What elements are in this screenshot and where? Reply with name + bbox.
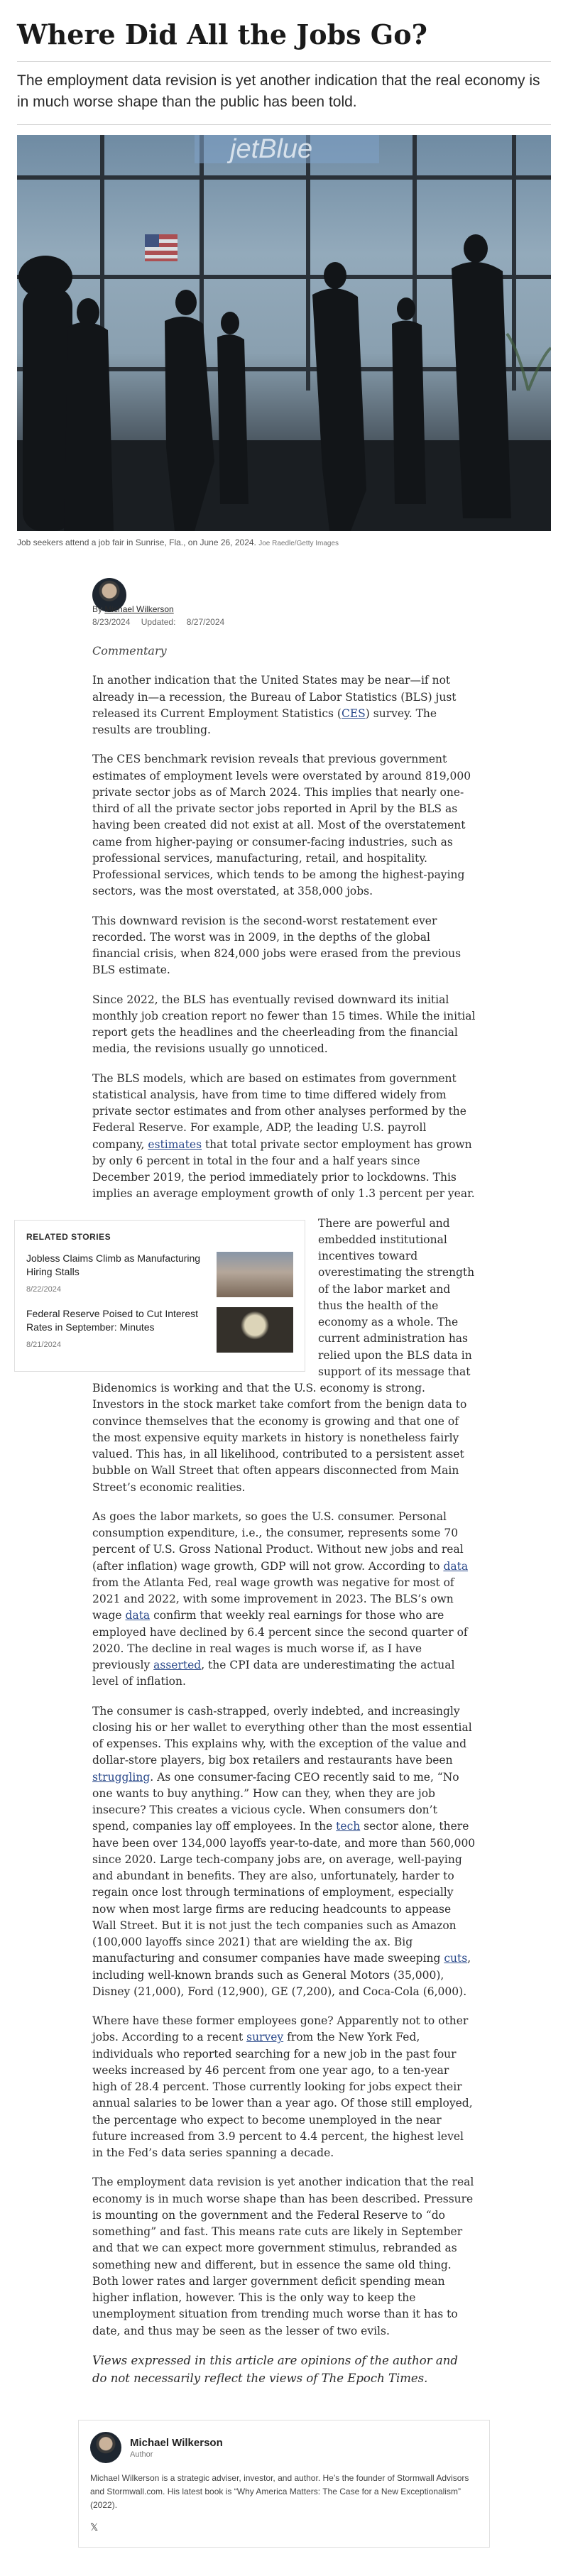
related-stories-title: RELATED STORIES <box>26 1231 111 1242</box>
cuts-link[interactable]: cuts <box>444 1952 468 1965</box>
hero-caption <box>0 531 568 547</box>
author-header <box>90 2432 478 2463</box>
related-story-date: 8/22/2024 <box>26 1284 61 1294</box>
paragraph: There are powerful and embedded institutional incentives toward overestimating the strength of the labor market and thus the health of the economy as a whole. The current administration has relied upon the BLS data in support of its message that Bidenomics is working and that the U.S. economy is strong. Investors in the stock market take comfort from the benign data to convince themselves that the economy is growing and that one of the most expensive equity markets in history is nonetheless fairly valued. This has, in all likelihood, contributed to a persistent asset bubble on Wall Street that often appears disconnected from Main Street’s economic realities. <box>92 1216 475 1494</box>
author-role: Author <box>130 2450 153 2459</box>
page-title: Where Did All the Jobs Go? <box>17 18 427 50</box>
hero-illustration <box>17 135 551 531</box>
section-label: Commentary <box>92 644 167 658</box>
related-story-headline[interactable]: Federal Reserve Poised to Cut Interest Rates in September: Minutes <box>26 1307 199 1333</box>
paragraph: The CES benchmark revision reveals that previous government estimates of employment levels were overstated by around 819,000 private sector jobs as of March 2024. This implies that nearly one-third of all the private sector jobs reported in April by the BLS as having been created did not exist at all. Most of the overstatement came from higher-paying or consumer-facing industries, such as professional services, manufacturing, retail, and hospitality. Professional services, which tends to be among the highest-paying sectors, was the most overstated, at 358,000 jobs. <box>92 753 471 898</box>
paragraph: The BLS models, which are based on estimates from government statistical analysis, have from time to time differed widely from private sector estimates and from other analyses performed by the Federal Reserve. For example, ADP, the leading U.S. payroll company, estimates that total private sector employment has grown by only 6 percent in total in the four and a half years since December 2019, the period immediately prior to lockdowns. This implies an average employment growth of only 1.3 percent per year. <box>92 1071 475 1201</box>
updated-label: Updated: <box>141 617 176 628</box>
published-date: 8/23/2024 <box>92 617 131 628</box>
paragraph: The employment data revision is yet another indication that the real economy is in much worse shape than has been described. Pressure is mounting on the government and the Federal Reserve to “do something” and fast. This means rate cuts are likely in September and that we can expect more government stimulus, rebranded as something new and different, but in essence the same old thing. Both lower rates and larger government deficit spending mean higher inflation, however. This is the only way to keep the unemployment situation from trending much worse than it has to date, and thus may be seen as the lesser of two evils. <box>92 2176 474 2337</box>
caption-text: Job seekers attend a job fair in Sunrise, Fla., on June 26, 2024. <box>17 537 256 548</box>
related-story-thumbnail[interactable] <box>217 1252 293 1297</box>
related-story[interactable] <box>26 1307 293 1353</box>
paragraph: In another indication that the United States may be near—if not already in—a recession, the Bureau of Labor Statistics (BLS) just released its Current Employment Statistics (CES) survey. The results are troubling. <box>92 674 457 737</box>
paragraph: Where have these former employees gone? Apparently not to other jobs. According to a recent survey from the New York Fed, individuals who reported searching for a new job in the past four weeks increased by 46 percent from one year ago, to a ten-year high of 28.4 percent. Those currently looking for jobs expect their annual salaries to be lower than a year ago. Of those still employed, the percentage who expect to become unemployed in the near future increased from 3.9 percent to 4.4 percent, the highest level in the Fed’s data series spanning a decade. <box>92 2014 473 2160</box>
sign-text: jetBlue <box>230 135 313 165</box>
related-story-thumbnail[interactable] <box>217 1307 293 1353</box>
adp-estimates-link[interactable]: estimates <box>148 1137 202 1151</box>
x-social-icon[interactable]: 𝕏 <box>90 2521 99 2533</box>
byline-text <box>92 563 233 627</box>
paragraph: This downward revision is the second-worst restatement ever recorded. The worst was in 2009, in the depths of the global financial crisis, when 824,000 jobs were erased from the previous BLS estimate. <box>92 914 462 977</box>
author-bio: Michael Wilkerson is a strategic adviser, investor, and author. He’s the founder of Stormwall Advisors and Stormwall.com. His latest book is “Why America Matters: The Case for a New Exceptionalism” (2022). <box>90 2473 469 2510</box>
struggling-link[interactable]: struggling <box>92 1770 151 1784</box>
byline <box>0 547 568 627</box>
author-box <box>78 2420 490 2548</box>
hero-image <box>17 135 551 531</box>
disclaimer-note: Views expressed in this article are opinions of the author and do not necessarily reflect the views of The Epoch Times. <box>92 2353 458 2385</box>
atlanta-fed-data-link[interactable]: data <box>443 1559 469 1573</box>
article-body <box>0 643 568 2400</box>
survey-link[interactable]: survey <box>246 2031 284 2044</box>
tech-link[interactable]: tech <box>336 1820 361 1833</box>
bls-wage-data-link[interactable]: data <box>125 1609 151 1622</box>
related-story[interactable] <box>26 1252 293 1297</box>
author-name[interactable]: Michael Wilkerson <box>130 2436 223 2449</box>
paragraph: The consumer is cash-strapped, overly indebted, and increasingly closing his or her wallet to everything other than the most essential of expenses. This explains why, with the exception of the value and dollar-store players, big box retailers and restaurants have been struggling. As one consumer-facing CEO recently said to me, “No one wants to buy anything.” How can they, when they are job insecure? This creates a vicious cycle. When consumers don’t spend, companies lay off employees. In the tech sector alone, there have been over 134,000 layoffs year-to-date, and more than 560,000 since 2020. Large tech-company jobs are, on average, well-paying and abundant in benefits. They are also, unfortunately, harder to regain once lost through terminations of employment, especially now when most large firms are reducing headcounts to appease Wall Street. But it is not just the tech companies such as Amazon (100,000 layoffs since 2021) that are wielding the ax. Big manufacturing and consumer companies have made sweeping cuts, including well-known brands such as General Motors (35,000), Disney (21,000), Ford (12,900), GE (7,200), and Coca-Cola (6,000). <box>92 1704 476 1998</box>
byline-prefix: By <box>92 604 103 615</box>
asserted-link[interactable]: asserted <box>153 1659 202 1672</box>
related-stories <box>14 1220 305 1372</box>
byline-dates <box>92 617 233 627</box>
paragraph: Since 2022, the BLS has eventually revised downward its initial monthly job creation report no fewer than 15 times. While the initial report gets the headlines and the cheerleading from the financial media, the revisions usually go unnoticed. <box>92 993 476 1056</box>
article-subtitle: The employment data revision is yet another indication that the real economy is in much worse shape than the public has been told. <box>17 72 540 111</box>
author-box-avatar[interactable] <box>90 2432 121 2463</box>
updated-date: 8/27/2024 <box>186 617 225 628</box>
paragraph: As goes the labor markets, so goes the U.S. consumer. Personal consumption expenditure, i.e., the consumer, represents some 70 percent of U.S. Gross National Product. Without new jobs and real (after inflation) wage growth, GDP will not grow. According to data from the Atlanta Fed, real wage growth was negative for most of 2021 and 2022, with some improvement in 2023. The BLS’s own wage data confirm that weekly real earnings for those who are employed have declined by 6.4 percent since the second quarter of 2020. The decline in real wages is much worse if, as I have previously asserted, the CPI data are underestimating the actual level of inflation. <box>92 1510 469 1688</box>
ces-link[interactable]: CES <box>341 706 366 720</box>
related-story-date: 8/21/2024 <box>26 1340 61 1349</box>
author-link[interactable]: Michael Wilkerson <box>104 604 174 615</box>
photo-credit: Joe Raedle/Getty Images <box>258 540 339 548</box>
related-story-headline[interactable]: Jobless Claims Climb as Manufacturing Hiring Stalls <box>26 1252 201 1278</box>
